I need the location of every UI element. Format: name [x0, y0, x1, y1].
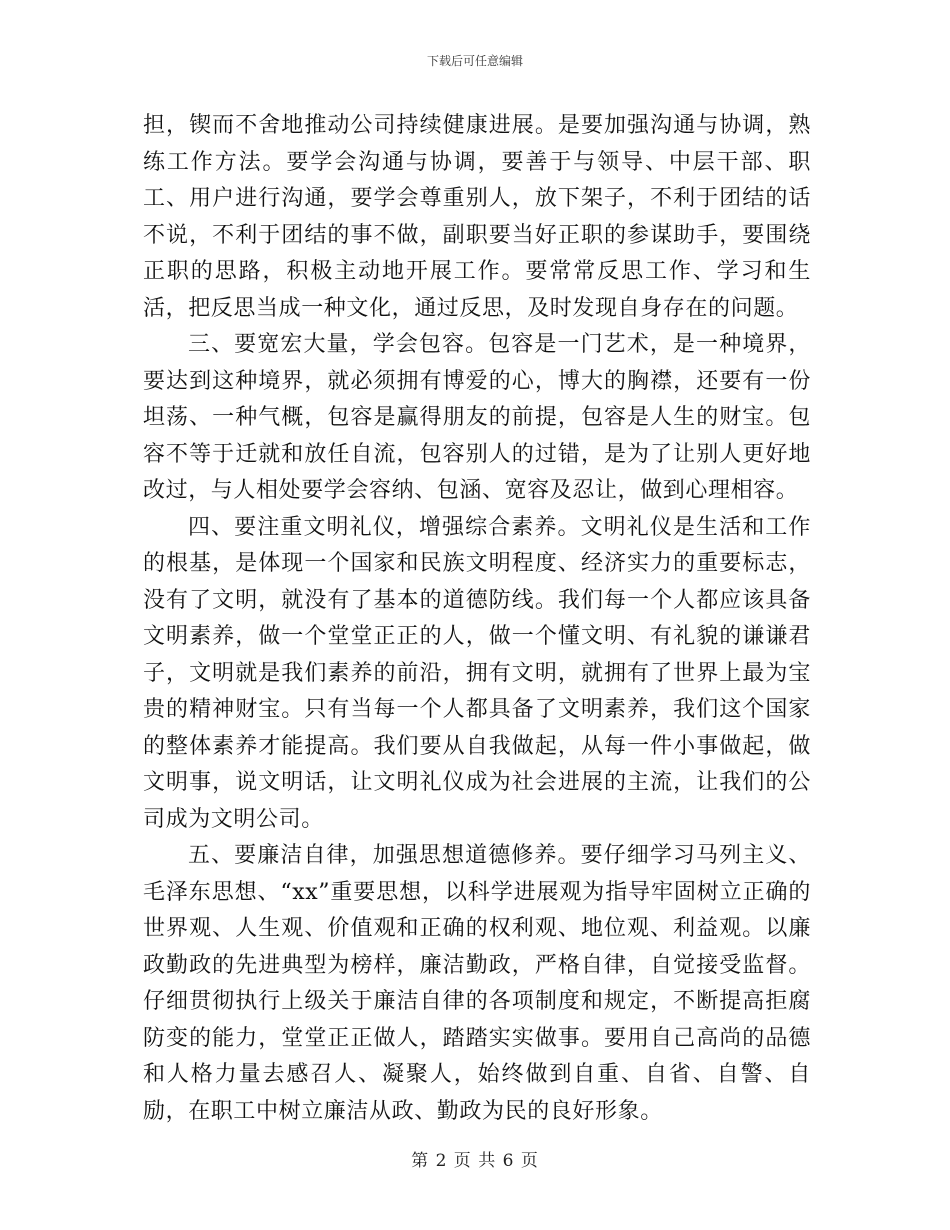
document-body — [143, 108, 811, 1130]
page-number-footer: 第 2 页 共 6 页 — [411, 1151, 539, 1171]
paragraph-continuation: 担，锲而不舍地推动公司持续健康进展。是要加强沟通与协调，熟练工作方法。要学会沟通与协调，要善于与领导、中层干部、职工、用户进行沟通，要学会尊重别人，放下架子，不利于团结的话不说，不利于团结的事不做，副职要当好正职的参谋助手，要围绕正职的思路，积极主动地开展工作。要常常反思工作、学习和生活，把反思当成一种文化，通过反思，及时发现自身存在的问题。 — [143, 113, 811, 321]
paragraph-section-five: 五、要廉洁自律，加强思想道德修养。要仔细学习马列主义、毛泽东思想、“xx”重要思想，以科学进展观为指导牢固树立正确的世界观、人生观、价值观和正确的权利观、地位观、利益观。以廉政勤政的先进典型为榜样，廉洁勤政，严格自律，自觉接受监督。仔细贯彻执行上级关于廉洁自律的各项制度和规定，不断提高拒腐防变的能力，堂堂正正做人，踏踏实实做事。要用自己高尚的品德和人格力量去感召人、凝聚人，始终做到自重、自省、自警、自励，在职工中树立廉洁从政、勤政为民的良好形象。 — [143, 843, 811, 1124]
paragraph-section-four: 四、要注重文明礼仪，增强综合素养。文明礼仪是生活和工作的根基，是体现一个国家和民族文明程度、经济实力的重要标志，没有了文明，就没有了基本的道德防线。我们每一个人都应该具备文明素养，做一个堂堂正正的人，做一个懂文明、有礼貌的谦谦君子，文明就是我们素养的前沿，拥有文明，就拥有了世界上最为宝贵的精神财宝。只有当每一个人都具备了文明素养，我们这个国家的整体素养才能提高。我们要从自我做起，从每一件小事做起，做文明事，说文明话，让文明礼仪成为社会进展的主流，让我们的公司成为文明公司。 — [143, 514, 811, 832]
paragraph-section-three: 三、要宽宏大量，学会包容。包容是一门艺术，是一种境界，要达到这种境界，就必须拥有博爱的心，博大的胸襟，还要有一份坦荡、一种气概，包容是赢得朋友的前提，包容是人生的财宝。包容不等于迁就和放任自流，包容别人的过错，是为了让别人更好地改过，与人相处要学会容纳、包涵、宽容及忍让，做到心理相容。 — [143, 332, 811, 503]
page-header: 下载后可任意编辑 — [426, 54, 523, 68]
